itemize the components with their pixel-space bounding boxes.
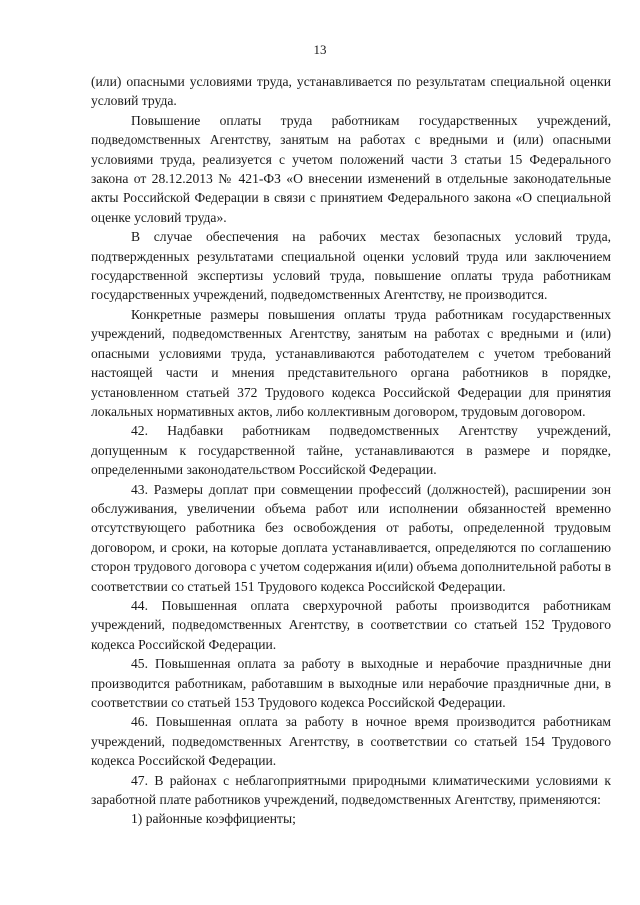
paragraph-item-45: 45. Повышенная оплата за работу в выходные и нерабочие праздничные дни производится работникам, работавшим в выходные или нерабочие праздничные дни, в соответствии со статьей 153 Трудового кодекса Российской Федерации. bbox=[91, 656, 611, 710]
document-body bbox=[91, 72, 611, 829]
page-number: 13 bbox=[313, 42, 327, 57]
paragraph-item-47: 47. В районах с неблагоприятными природными климатическими условиями к заработной плате работников учреждений, подведомственных Агентству, применяются: bbox=[91, 772, 611, 808]
list-item-regional-coefficients: 1) районные коэффициенты; bbox=[131, 811, 296, 827]
paragraph-item-44: 44. Повышенная оплата сверхурочной работы производится работникам учреждений, подведомственных Агентству, в соответствии со статьей 152 Трудового кодекса Российской Федерации. bbox=[91, 597, 611, 652]
paragraph-item-46: 46. Повышенная оплата за работу в ночное время производится работникам учреждений, подведомственных Агентству, в соответствии со статьей 154 Трудового кодекса Российской Федерации. bbox=[91, 714, 611, 769]
paragraph-item-43: 43. Размеры доплат при совмещении профессий (должностей), расширении зон обслуживания, увеличении объема работ или исполнении обязанностей временно отсутствующего работника без освобождения от работы, определенной трудовым договором, и сроки, на которые доплата устанавливается, определяются по соглашению сторон трудового договора с учетом содержания и(или) объема дополнительной работы в соответствии со статьей 151 Трудового кодекса Российской Федерации. bbox=[91, 481, 611, 594]
paragraph-safe-conditions: В случае обеспечения на рабочих местах безопасных условий труда, подтвержденных результатами специальной оценки условий труда или заключением государственной экспертизы условий труда, повышение оплаты труда работникам государственных учреждений, подведомственных Агентству, не производится. bbox=[91, 229, 611, 303]
paragraph-item-42: 42. Надбавки работникам подведомственных Агентству учреждений, допущенным к государственной тайне, устанавливаются в размере и порядке, определенными законодательством Российской Федерации. bbox=[91, 423, 611, 478]
paragraph-pay-increase: Повышение оплаты труда работникам государственных учреждений, подведомственных Агентству, занятым на работах с вредными и (или) опасными условиями труда, реализуется с учетом положений части 3 статьи 15 Федерального закона от 28.12.2013 № 421-ФЗ «О внесении изменений в отдельные законодательные акты Российской Федерации в связи с принятием Федерального закона «О специальной оценке условий труда». bbox=[91, 112, 611, 225]
paragraph-specific-amounts: Конкретные размеры повышения оплаты труда работникам государственных учреждений, подведомственных Агентству, занятым на работах с вредными и (или) опасными условиями труда, устанавливаются работодателем с учетом требований настоящей части и мнения представительного органа работников в порядке, установленном статьей 372 Трудового кодекса Российской Федерации для принятия локальных нормативных актов, либо коллективным договором, трудовым договором. bbox=[91, 306, 611, 419]
paragraph-continuation: (или) опасными условиями труда, устанавливается по результатам специальной оценки условий труда. bbox=[91, 74, 611, 109]
